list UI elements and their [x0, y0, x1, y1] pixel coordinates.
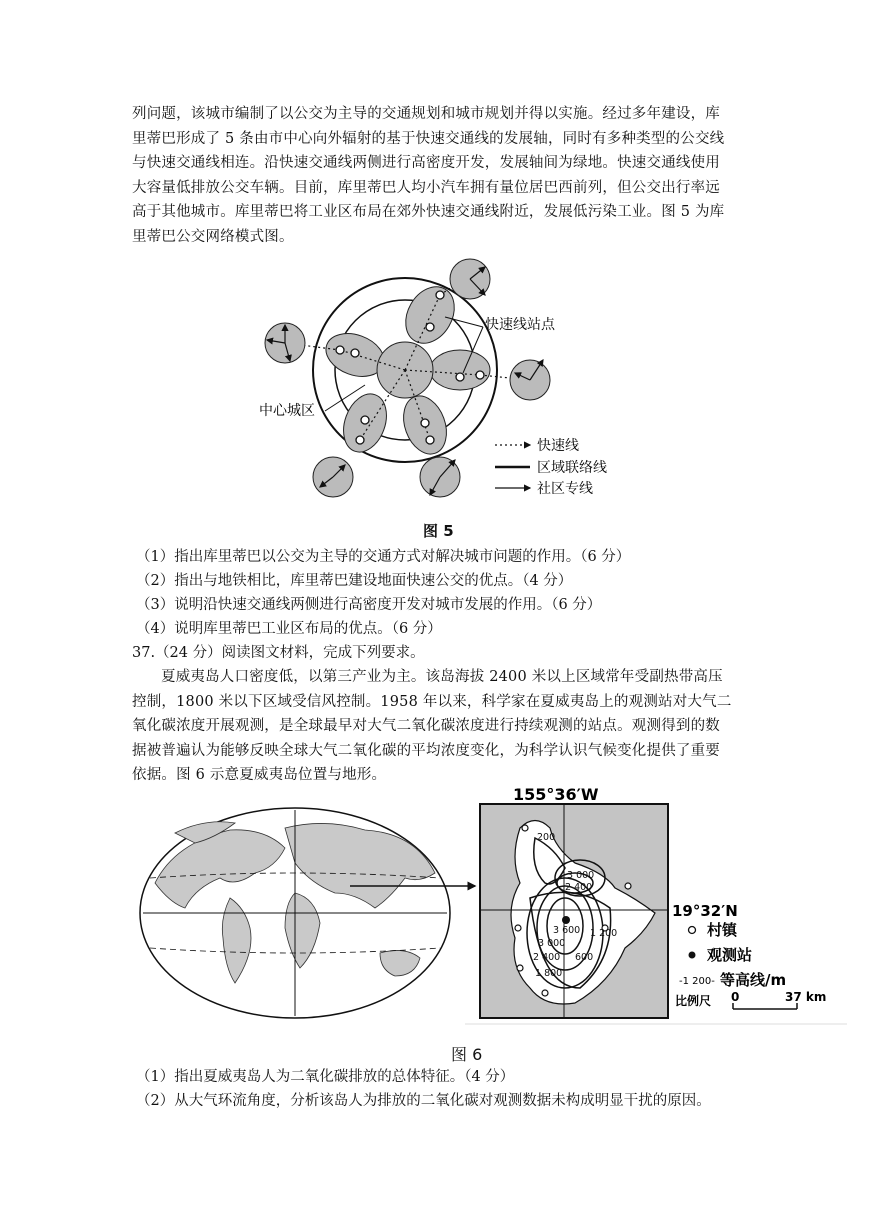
scale-label: 比例尺	[675, 994, 712, 1008]
text-line: 列问题，该城市编制了以公交为主导的交通规划和城市规划并得以实施。经过多年建设，库	[132, 106, 720, 122]
intro-paragraph	[132, 102, 784, 249]
station-label: 快速线站点	[485, 317, 555, 333]
legend-contour-symbol: -1 200-	[679, 976, 715, 987]
contour-label: 2 400	[565, 882, 593, 893]
contour-label: 600	[575, 952, 594, 963]
legend-contour: 等高线/m	[720, 971, 787, 989]
figure-6-caption: 图 6	[451, 1045, 483, 1064]
contour-label: 2 400	[533, 952, 561, 963]
text-line: 大容量低排放公交车辆。目前，库里蒂巴人均小汽车拥有量位居巴西前列，但公交出行率远	[132, 179, 720, 196]
text-line: 控制，1800 米以下区域受信风控制。1958 年以来，科学家在夏威夷岛上的观测站对大气二	[132, 693, 732, 710]
text-line: 依据。图 6 示意夏威夷岛位置与地形。	[132, 767, 387, 783]
q36-item-2: （2）指出与地铁相比，库里蒂巴建设地面快速公交的优点。（4 分）	[136, 573, 573, 589]
q36-item-3: （3）说明沿快速交通线两侧进行高密度开发对城市发展的作用。（6 分）	[136, 597, 602, 613]
contour-label: 1 200	[590, 928, 618, 939]
q37-item-1: （1）指出夏威夷岛人为二氧化碳排放的总体特征。（4 分）	[136, 1069, 515, 1085]
figure-5-bus-network-diagram	[245, 255, 635, 515]
q37-item-2: （2）从大气环流角度，分析该岛人为排放的二氧化碳对观测数据未构成明显干扰的原因。	[136, 1093, 711, 1109]
map-legend	[675, 921, 826, 1009]
contour-label: 200	[537, 832, 556, 843]
text-line: 里蒂巴形成了 5 条由市中心向外辐射的基于快速交通线的发展轴，同时有多种类型的公交线	[132, 130, 725, 147]
legend-village: 村镇	[707, 921, 738, 939]
latitude-label: 19°32′N	[672, 902, 738, 920]
q36-item-4: （4）说明库里蒂巴工业区布局的优点。（6 分）	[136, 621, 442, 637]
q36-item-1: （1）指出库里蒂巴以公交为主导的交通方式对解决城市问题的作用。（6 分）	[136, 549, 631, 565]
legend-express: 快速线	[537, 438, 579, 454]
text-line: 里蒂巴公交网络模式图。	[132, 228, 294, 245]
contour-label: 3 600	[553, 925, 581, 936]
q37-paragraph	[132, 665, 784, 788]
text-line: 高于其他城市。库里蒂巴将工业区布局在郊外快速交通线附近，发展低污染工业。图 5 为库	[132, 204, 725, 220]
q37-heading: 37.（24 分）阅读图文材料，完成下列要求。	[132, 645, 425, 661]
scale-zero: 0	[731, 990, 740, 1004]
scale-value: 37 km	[785, 990, 827, 1004]
center-city-label: 中心城区	[259, 403, 315, 419]
figure-5-caption: 图 5	[423, 522, 454, 540]
contour-label: 3 000	[538, 938, 566, 949]
text-line: 与快速交通线相连。沿快速交通线两侧进行高密度开发，发展轴间为绿地。快速交通线使用	[132, 155, 720, 171]
contour-label: 1 800	[535, 968, 563, 979]
legend-station: 观测站	[707, 946, 753, 964]
longitude-label: 155°36′W	[513, 788, 599, 804]
world-map	[140, 808, 475, 1018]
figure-6-hawaii-map	[135, 788, 850, 1030]
contour-label: 3 000	[567, 870, 595, 881]
text-line: 夏威夷岛人口密度低，以第三产业为主。该岛海拔 2400 米以上区域常年受副热带高压	[161, 669, 723, 685]
text-line: 据被普遍认为能够反映全球大气二氧化碳的平均浓度变化，为科学认识气候变化提供了重要	[132, 742, 720, 759]
legend-regional: 区域联络线	[537, 460, 607, 476]
text-line: 氧化碳浓度开展观测，是全球最早对大气二氧化碳浓度进行持续观测的站点。观测得到的数	[132, 718, 720, 734]
legend-community: 社区专线	[537, 481, 593, 497]
